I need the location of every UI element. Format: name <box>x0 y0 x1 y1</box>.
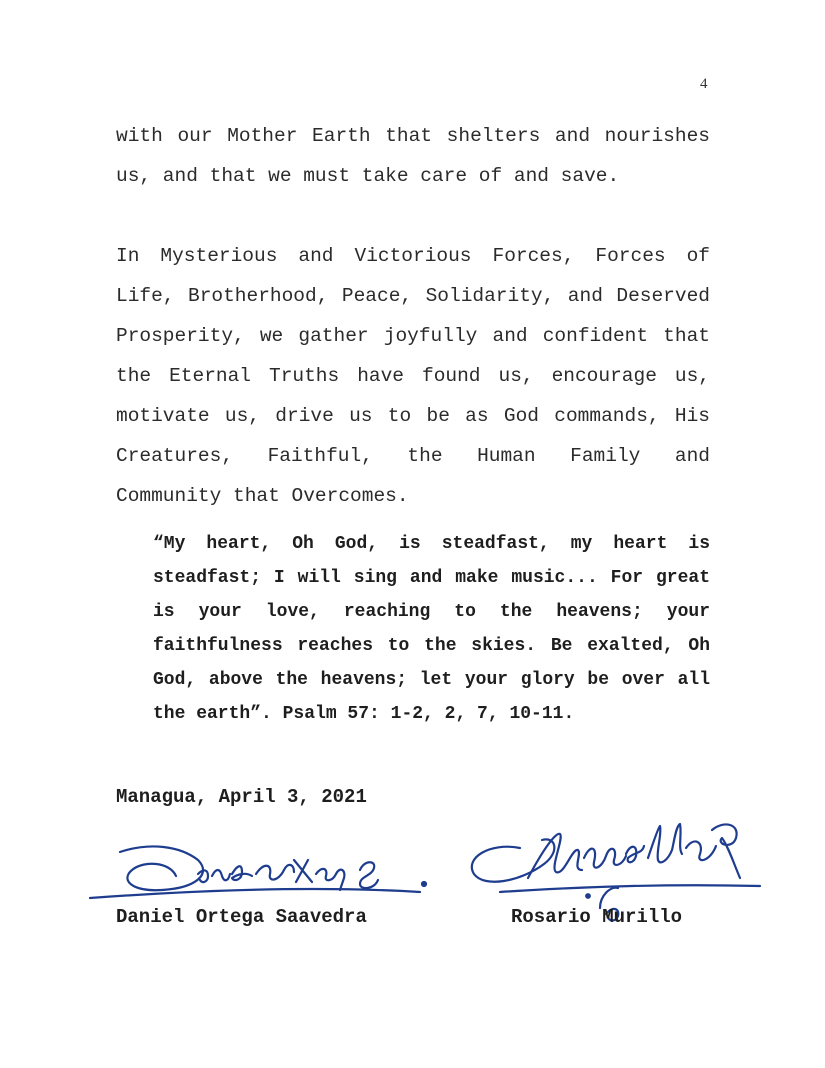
body-paragraph-1: with our Mother Earth that shelters and nourishes us, and that we must take care of and save. <box>116 125 710 187</box>
body-paragraph-2: In Mysterious and Victorious Forces, Forces of Life, Brotherhood, Peace, Solidarity, and Deserved Prosperity, we gather joyfully and confident that the Eternal Truths have found us, encourage us, motivate us, drive us to be as God commands, His Creatures, Faithful, the Human Family and Community that Overcomes. <box>116 245 710 507</box>
signer-name-rosario-murillo: Rosario Murillo <box>511 906 683 928</box>
signature-daniel-ortega <box>80 830 440 910</box>
page-number: 4 <box>700 76 708 92</box>
signer-name-daniel-ortega: Daniel Ortega Saavedra <box>116 906 367 928</box>
psalm-quote: “My heart, Oh God, is steadfast, my heart is steadfast; I will sing and make music... For great is your love, reaching to the heavens; your faithfulness reaches to the skies. Be exalted, Oh God, above the heavens; let your glory be over all the earth”. Psalm 57: 1-2, 2, 7, 10-11. <box>153 534 710 724</box>
place-date: Managua, April 3, 2021 <box>116 786 367 808</box>
